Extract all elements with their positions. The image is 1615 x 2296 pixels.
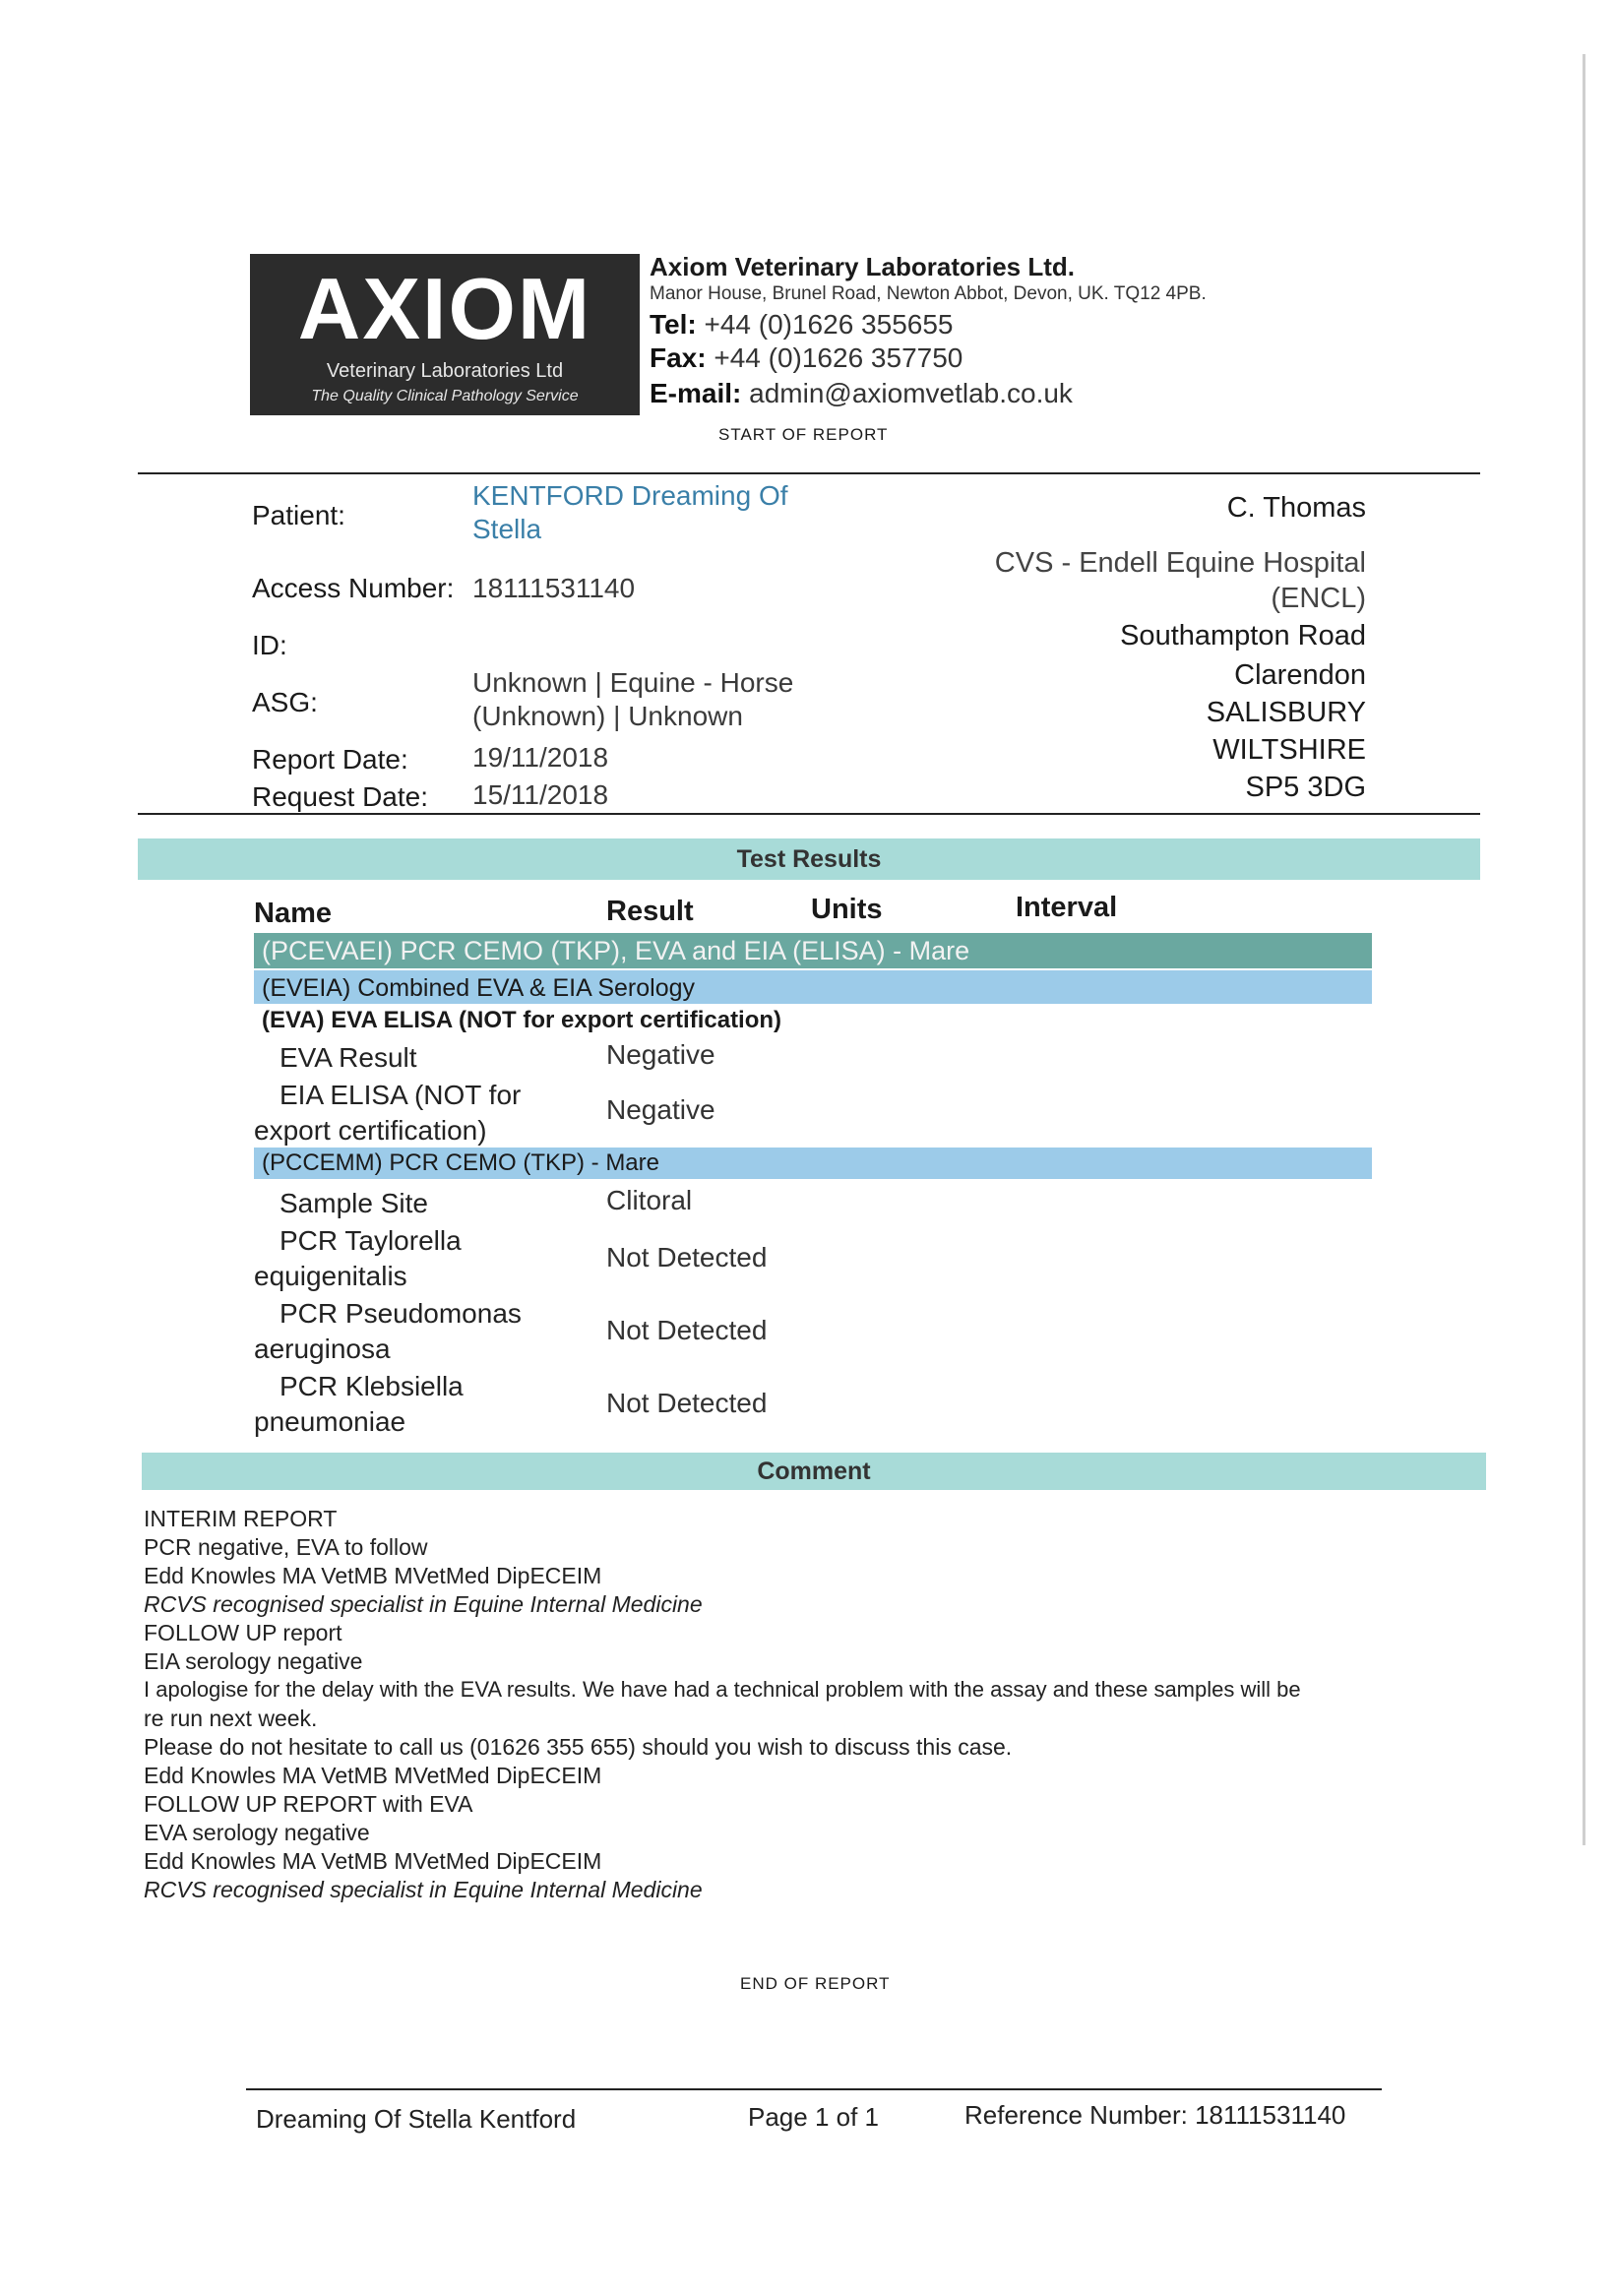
comment-line: EIA serology negative <box>144 1648 363 1674</box>
pseudomonas-result: Not Detected <box>606 1315 768 1345</box>
vet-practice-line2: (ENCL) <box>1271 583 1366 614</box>
report-date-label: Report Date: <box>252 744 408 775</box>
eva-result-value: Negative <box>606 1039 715 1070</box>
col-name: Name <box>254 898 332 929</box>
sample-site-name: Sample Site <box>280 1188 428 1218</box>
comment-line: Edd Knowles MA VetMB MVetMed DipECEIM <box>144 1848 602 1874</box>
scan-edge <box>1583 54 1585 1845</box>
vet-address-line4: WILTSHIRE <box>1212 734 1366 766</box>
tel-value: +44 (0)1626 355655 <box>704 309 954 340</box>
comment-line: Please do not hesitate to call us (01626 355 655) should you wish to discuss this case. <box>144 1734 1013 1760</box>
taylorella-result: Not Detected <box>606 1242 768 1272</box>
eva-result-name: EVA Result <box>280 1042 417 1073</box>
header-rule <box>138 472 1480 474</box>
vet-address-line2: Clarendon <box>1234 659 1366 691</box>
request-date-value: 15/11/2018 <box>472 779 609 810</box>
taylorella-name-line1: PCR Taylorella <box>280 1225 462 1256</box>
id-label: ID: <box>252 630 287 660</box>
col-interval: Interval <box>1016 892 1118 923</box>
vet-practice-line1: CVS - Endell Equine Hospital <box>994 547 1366 579</box>
patient-label: Patient: <box>252 500 345 530</box>
pseudomonas-name-line2: aeruginosa <box>254 1334 391 1364</box>
comment-line: Edd Knowles MA VetMB MVetMed DipECEIM <box>144 1763 602 1788</box>
tel-label: Tel: <box>650 309 697 340</box>
lab-email <box>650 378 1073 409</box>
footer-patient: Dreaming Of Stella Kentford <box>256 2104 577 2134</box>
comment-line: FOLLOW UP REPORT with EVA <box>144 1791 473 1817</box>
email-label: E-mail: <box>650 378 742 408</box>
comment-line: EVA serology negative <box>144 1820 370 1845</box>
comment-line: PCR negative, EVA to follow <box>144 1534 428 1560</box>
patient-name-line1: KENTFORD Dreaming Of <box>472 480 788 511</box>
comment-line: RCVS recognised specialist in Equine Internal Medicine <box>144 1877 703 1902</box>
vet-address-line3: SALISBURY <box>1206 697 1366 728</box>
comment-line: re run next week. <box>144 1706 318 1731</box>
footer-page: Page 1 of 1 <box>748 2102 879 2132</box>
comment-band: Comment <box>142 1453 1486 1490</box>
fax-value: +44 (0)1626 357750 <box>714 342 963 373</box>
col-result: Result <box>606 896 694 927</box>
klebsiella-name-line1: PCR Klebsiella <box>280 1371 464 1401</box>
comment-line: I apologise for the delay with the EVA results. We have had a technical problem with the assay and these samples will be <box>144 1677 1301 1702</box>
footer-rule <box>246 2088 1382 2090</box>
footer-reference: Reference Number: 18111531140 <box>964 2100 1346 2130</box>
taylorella-name-line2: equigenitalis <box>254 1261 407 1291</box>
col-units: Units <box>811 894 883 925</box>
group-row-eveia: (EVEIA) Combined EVA & EIA Serology <box>254 970 1372 1006</box>
access-number-label: Access Number: <box>252 573 455 603</box>
eia-name-line1: EIA ELISA (NOT for <box>280 1080 522 1110</box>
eia-name-line2: export certification) <box>254 1115 487 1146</box>
sample-site-value: Clitoral <box>606 1185 693 1215</box>
access-number-value: 18111531140 <box>472 573 636 603</box>
klebsiella-result: Not Detected <box>606 1388 768 1418</box>
asg-value-line1: Unknown | Equine - Horse <box>472 667 794 698</box>
group-row-pccemm: (PCCEMM) PCR CEMO (TKP) - Mare <box>254 1148 1372 1179</box>
asg-label: ASG: <box>252 687 318 717</box>
subgroup-row-eva: (EVA) EVA ELISA (NOT for export certification) <box>254 1004 1372 1037</box>
comment-line: INTERIM REPORT <box>144 1506 338 1531</box>
email-value: admin@axiomvetlab.co.uk <box>749 378 1073 408</box>
lab-address: Manor House, Brunel Road, Newton Abbot, Devon, UK. TQ12 4PB. <box>650 283 1207 304</box>
asg-value-line2: (Unknown) | Unknown <box>472 701 743 731</box>
axiom-logo <box>250 254 640 415</box>
lab-tel <box>650 309 953 341</box>
test-results-band: Test Results <box>138 838 1480 880</box>
report-date-value: 19/11/2018 <box>472 742 609 773</box>
fax-label: Fax: <box>650 342 707 373</box>
patient-rule <box>138 813 1480 815</box>
klebsiella-name-line2: pneumoniae <box>254 1406 406 1437</box>
panel-row: (PCEVAEI) PCR CEMO (TKP), EVA and EIA (ELISA) - Mare <box>254 933 1372 968</box>
logo-tagline: The Quality Clinical Pathology Service <box>311 388 579 404</box>
vet-address-line1: Southampton Road <box>1120 620 1366 652</box>
end-of-report: END OF REPORT <box>740 1974 891 1993</box>
comment-line: Edd Knowles MA VetMB MVetMed DipECEIM <box>144 1563 602 1588</box>
lab-fax <box>650 342 963 374</box>
patient-name-line2: Stella <box>472 514 542 544</box>
vet-name: C. Thomas <box>1226 492 1366 524</box>
lab-name: Axiom Veterinary Laboratories Ltd. <box>650 252 1076 281</box>
comment-line: RCVS recognised specialist in Equine Internal Medicine <box>144 1591 703 1617</box>
pseudomonas-name-line1: PCR Pseudomonas <box>280 1298 522 1329</box>
request-date-label: Request Date: <box>252 781 428 812</box>
start-of-report: START OF REPORT <box>718 425 889 444</box>
comment-line: FOLLOW UP report <box>144 1620 342 1645</box>
vet-address-line5: SP5 3DG <box>1245 772 1366 803</box>
logo-word: AXIOM <box>297 260 592 357</box>
logo-subtitle: Veterinary Laboratories Ltd <box>326 360 564 382</box>
eia-result-value: Negative <box>606 1094 715 1125</box>
